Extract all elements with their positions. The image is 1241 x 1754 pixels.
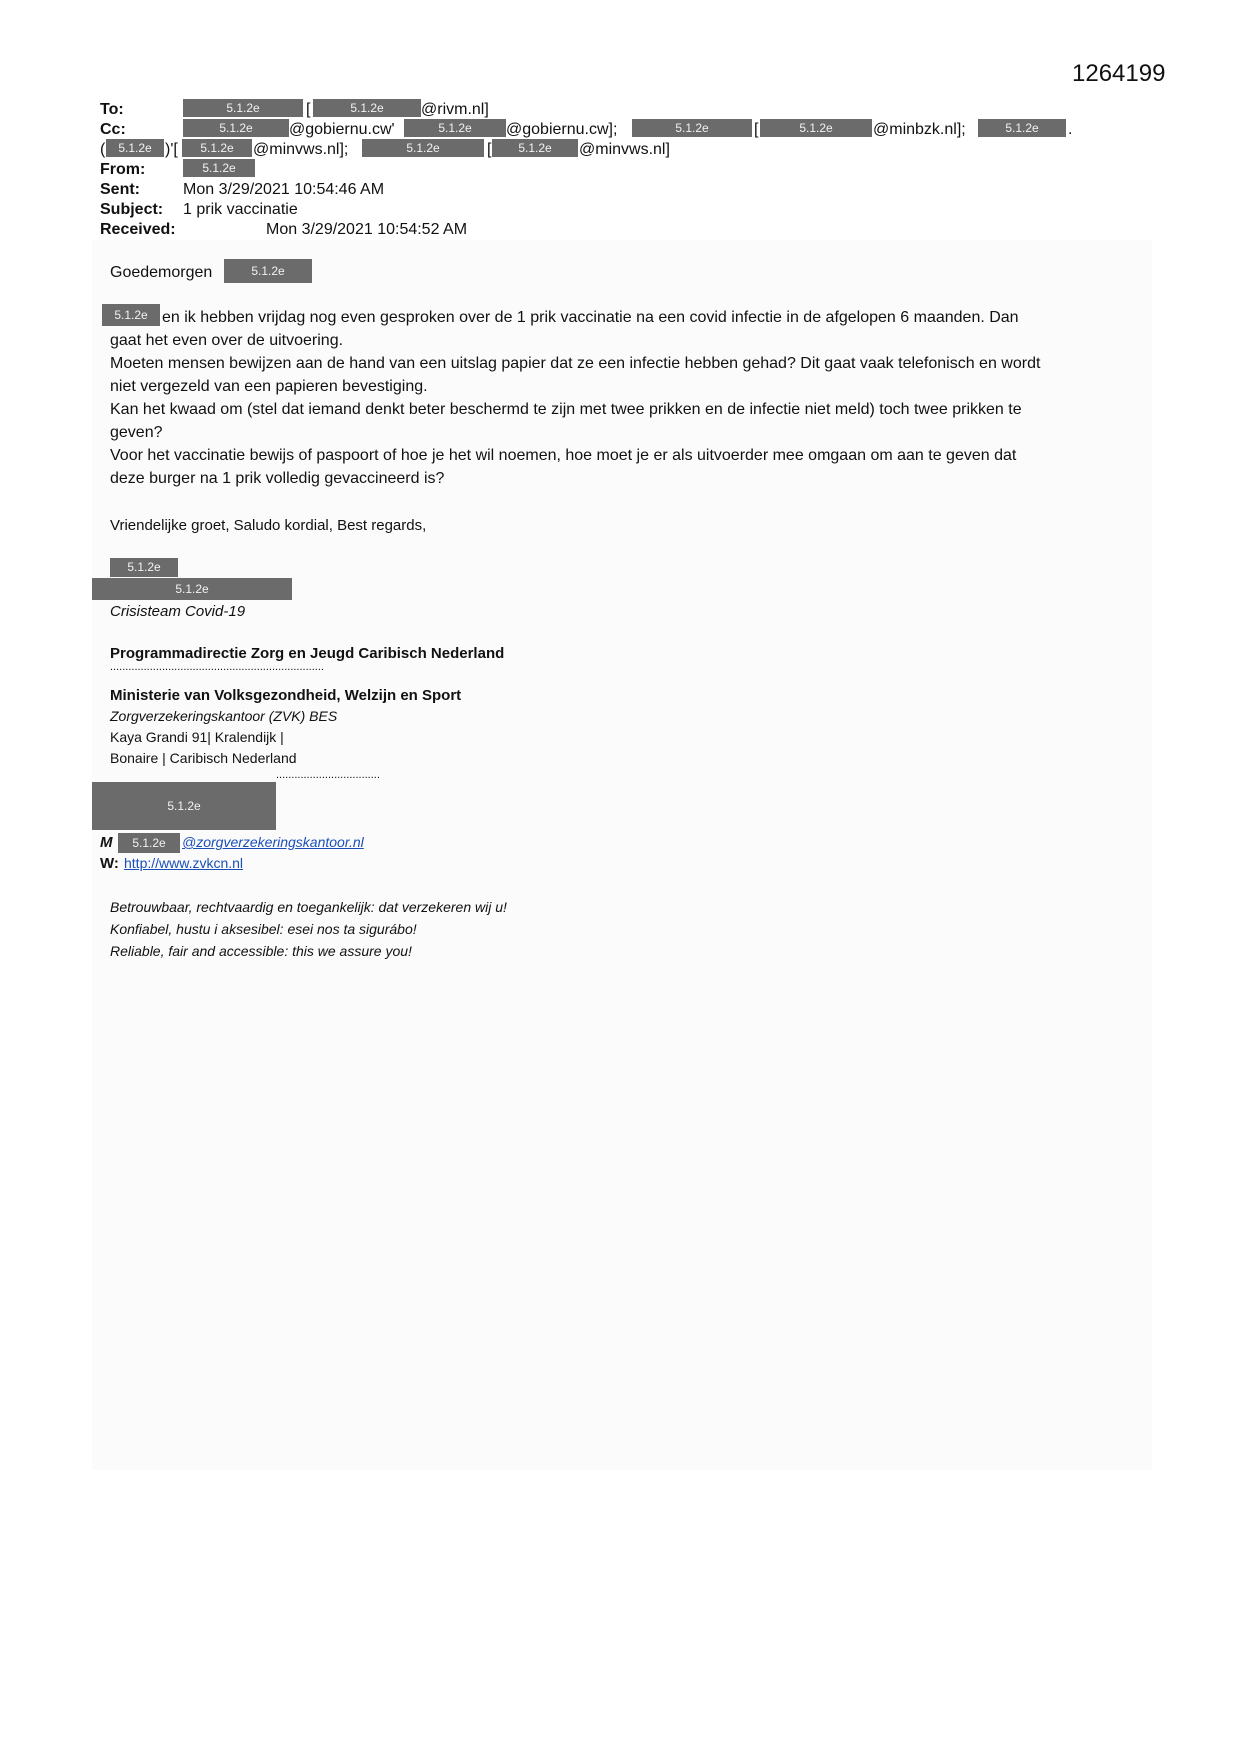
redaction-box: 5.1.2e	[760, 119, 872, 137]
paragraph-3-line-1: Kan het kwaad om (stel dat iemand denkt beter beschermd te zijn met twee prikken en de infectie niet meld) toch twee prikken te	[110, 401, 1022, 418]
motto-papiamentu: Konfiabel, hustu i aksesibel: esei nos ta sigurábo!	[110, 921, 417, 937]
redaction-box: 5.1.2e	[313, 99, 421, 117]
redaction-box: 5.1.2e	[492, 139, 578, 157]
from-label: From:	[100, 161, 146, 178]
redaction-box: 5.1.2e	[182, 139, 252, 157]
website-link[interactable]: http://www.zvkcn.nl	[124, 855, 244, 871]
address-line-2: Bonaire | Caribisch Nederland	[110, 750, 297, 766]
team-name: Crisisteam Covid-19	[110, 603, 246, 620]
redaction-box: 5.1.2e	[106, 139, 164, 157]
greeting: Goedemorgen	[110, 264, 213, 281]
redaction-box: 5.1.2e	[183, 159, 255, 177]
paragraph-1-line-1: en ik hebben vrijdag nog even gesproken over de 1 prik vaccinatie na een covid infectie in de afgelopen 6 maanden. Dan	[162, 309, 1019, 326]
redaction-box: 5.1.2e	[183, 119, 289, 137]
cc-address-2: @gobiernu.cw];	[506, 121, 618, 138]
dotted-separator: ..................................	[276, 769, 380, 781]
paragraph-4-line-1: Voor het vaccinatie bewijs of paspoort of hoe je het wil noemen, hoe moet je er als uitvoerder mee omgaan om aan te geven dat	[110, 447, 1017, 464]
directorate: Programmadirectie Zorg en Jeugd Caribisch Nederland	[110, 645, 505, 662]
paragraph-3-line-2: geven?	[110, 424, 163, 441]
office-name: Zorgverzekeringskantoor (ZVK) BES	[110, 708, 338, 724]
closing: Vriendelijke groet, Saludo kordial, Best regards,	[110, 517, 427, 534]
redaction-box: 5.1.2e	[110, 558, 178, 577]
redaction-box: 5.1.2e	[92, 782, 276, 830]
redaction-box: 5.1.2e	[362, 139, 484, 157]
redaction-box: 5.1.2e	[224, 259, 312, 283]
email-link[interactable]: @zorgverzekeringskantoor.nl	[182, 834, 364, 850]
redaction-box: 5.1.2e	[102, 304, 160, 326]
ministry: Ministerie van Volksgezondheid, Welzijn en Sport	[110, 687, 462, 704]
paragraph-1-line-2: gaat het even over de uitvoering.	[110, 332, 344, 349]
received-value: Mon 3/29/2021 10:54:52 AM	[266, 221, 468, 238]
paragraph-2-line-1: Moeten mensen bewijzen aan de hand van een uitslag papier dat ze een infectie hebben gehad? Dit gaat vaak telefonisch en wordt	[110, 355, 1041, 372]
document-number: 1264199	[1072, 60, 1166, 87]
redaction-box: 5.1.2e	[118, 833, 180, 853]
motto-dutch: Betrouwbaar, rechtvaardig en toegankelijk: dat verzekeren wij u!	[110, 899, 507, 915]
motto-english: Reliable, fair and accessible: this we assure you!	[110, 943, 412, 959]
address-line-1: Kaya Grandi 91| Kralendijk |	[110, 729, 284, 745]
cc-address-5: @minvws.nl]	[579, 141, 670, 158]
cc-address-3: @minbzk.nl];	[873, 121, 966, 138]
redaction-box: 5.1.2e	[92, 578, 292, 600]
redaction-box: 5.1.2e	[183, 99, 303, 117]
cc-address-1: @gobiernu.cw'	[289, 121, 395, 138]
subject-label: Subject:	[100, 201, 164, 218]
to-address: @rivm.nl]	[421, 101, 489, 118]
redaction-box: 5.1.2e	[632, 119, 752, 137]
to-label: To:	[100, 101, 124, 118]
mobile-label: M	[100, 834, 113, 851]
paragraph-4-line-2: deze burger na 1 prik volledig gevaccineerd is?	[110, 470, 445, 487]
cc-label: Cc:	[100, 121, 126, 138]
sent-value: Mon 3/29/2021 10:54:46 AM	[183, 181, 385, 198]
sent-label: Sent:	[100, 181, 140, 198]
cc-address-4: @minvws.nl];	[253, 141, 349, 158]
received-label: Received:	[100, 221, 176, 238]
subject-value: 1 prik vaccinatie	[183, 201, 298, 218]
paragraph-2-line-2: niet vergezeld van een papieren bevestiging.	[110, 378, 428, 395]
redaction-box: 5.1.2e	[404, 119, 506, 137]
redaction-box: 5.1.2e	[978, 119, 1066, 137]
website-label: W:	[100, 855, 119, 872]
dotted-separator: ......................................................................	[110, 661, 324, 673]
